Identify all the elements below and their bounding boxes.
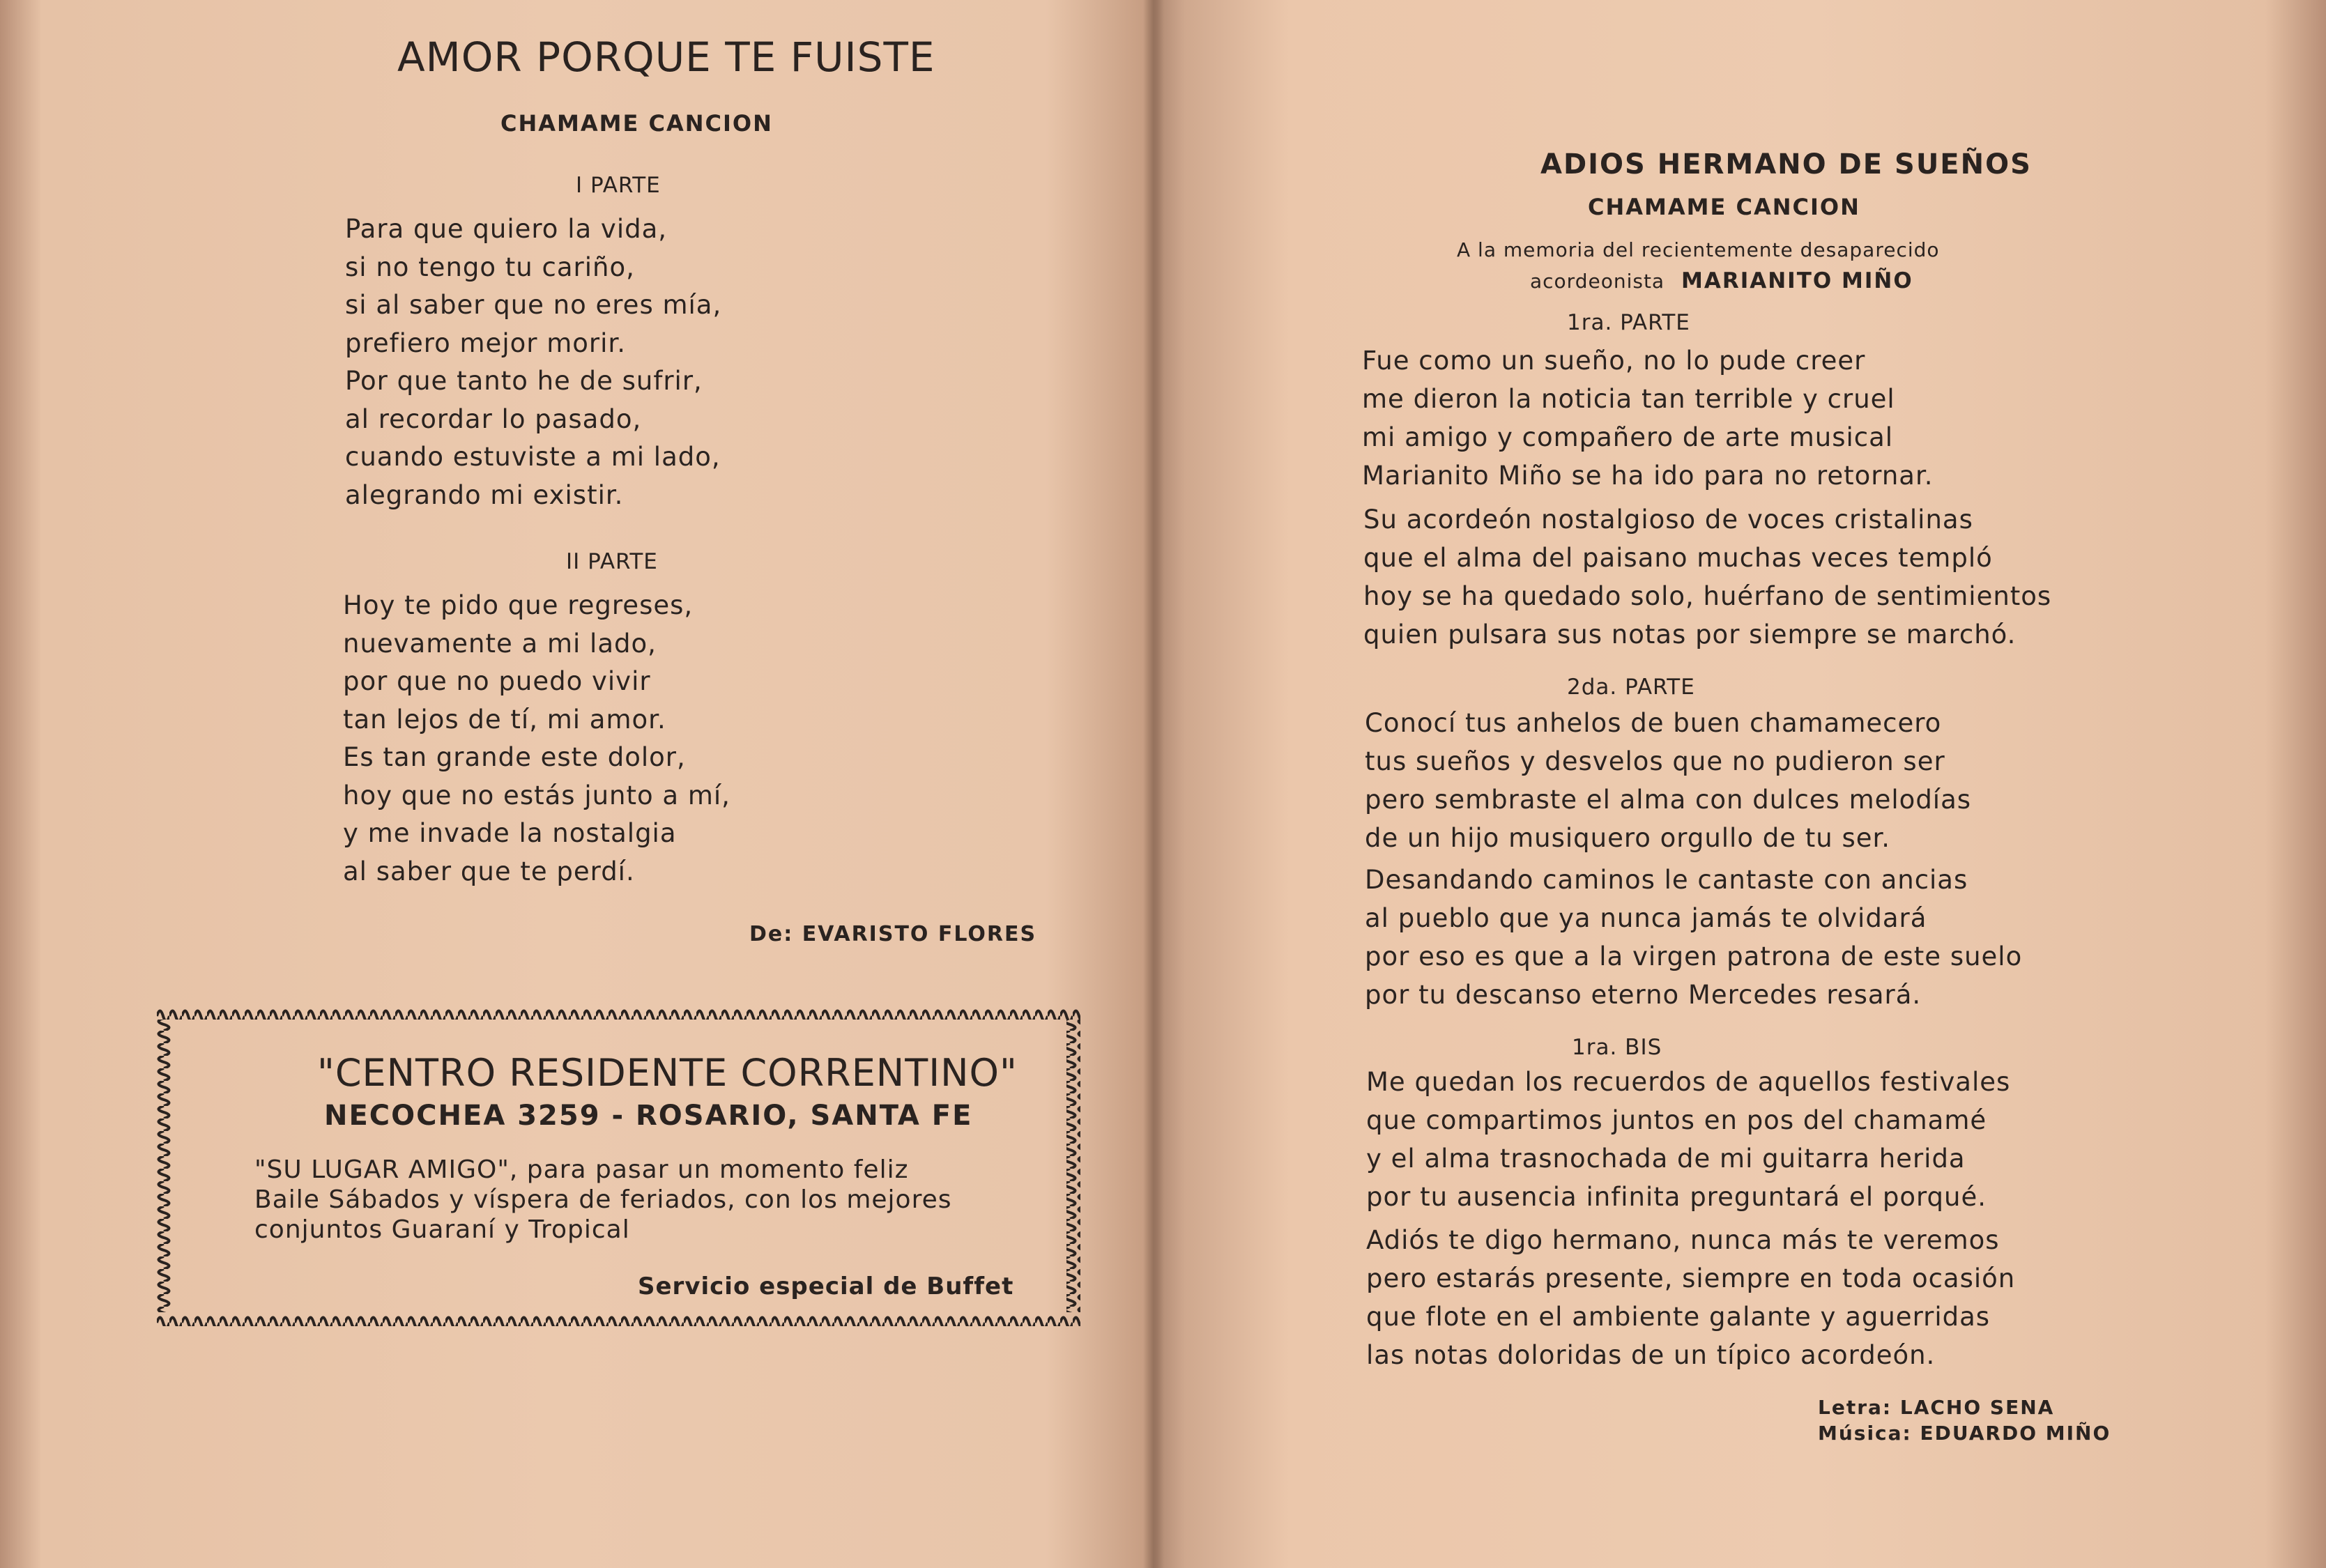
verse-line: Adiós te digo hermano, nunca más te veremos — [1366, 1225, 2000, 1255]
verse-line: nuevamente a mi lado, — [343, 628, 657, 659]
verse-line: de un hijo musiquero orgullo de tu ser. — [1365, 823, 1891, 853]
verse-line: que el alma del paisano muchas veces templó — [1363, 543, 1993, 573]
music-credit: Música: EDUARDO MIÑO — [1818, 1422, 2111, 1445]
verse-line: por eso es que a la virgen patrona de este suelo — [1365, 941, 2023, 971]
song-title: ADIOS HERMANO DE SUEÑOS — [1540, 148, 2032, 180]
verse-line: si al saber que no eres mía, — [345, 290, 722, 320]
verse-line: me dieron la noticia tan terrible y cruel — [1362, 384, 1895, 414]
song-credit: De: EVARISTO FLORES — [749, 922, 1037, 946]
ad-line: Baile Sábados y víspera de feriados, con los mejores — [254, 1185, 952, 1214]
lyrics-credit: Letra: LACHO SENA — [1818, 1396, 2055, 1419]
verse-line: Para que quiero la vida, — [345, 214, 668, 244]
verse-line: que compartimos juntos en pos del chamamé — [1366, 1105, 1987, 1135]
part-label: I PARTE — [576, 173, 661, 198]
song-genre: CHAMAME CANCION — [500, 110, 773, 137]
verse-line: las notas doloridas de un típico acordeón. — [1366, 1340, 1936, 1370]
verse-line: al saber que te perdí. — [343, 856, 635, 886]
dedication: A la memoria del recientemente desaparecido — [1457, 238, 1940, 261]
verse-line: si no tengo tu cariño, — [345, 252, 635, 282]
song-genre: CHAMAME CANCION — [1588, 194, 1860, 220]
ad-line: conjuntos Guaraní y Tropical — [254, 1215, 630, 1244]
verse-line: tan lejos de tí, mi amor. — [343, 704, 666, 735]
verse-line: Desandando caminos le cantaste con ancias — [1365, 865, 1968, 895]
part-label: 1ra. BIS — [1572, 1035, 1662, 1060]
dedication-prefix: acordeonista — [1530, 270, 1665, 293]
verse-line: Por que tanto he de sufrir, — [345, 366, 703, 396]
dedication-line — [1530, 268, 1913, 293]
verse-line: y me invade la nostalgia — [343, 818, 677, 848]
part-label: 2da. PARTE — [1567, 675, 1695, 700]
verse-line: Su acordeón nostalgioso de voces cristalinas — [1363, 505, 1973, 535]
left-page — [0, 0, 1150, 1568]
dedication-name: MARIANITO MIÑO — [1681, 268, 1913, 293]
verse-line: Fue como un sueño, no lo pude creer — [1362, 346, 1866, 376]
ad-footer: Servicio especial de Buffet — [638, 1273, 1014, 1300]
verse-line: hoy que no estás junto a mí, — [343, 780, 730, 810]
verse-line: y el alma trasnochada de mi guitarra herida — [1366, 1144, 1966, 1174]
verse-line: tus sueños y desvelos que no pudieron ser — [1365, 746, 1945, 776]
verse-line: al recordar lo pasado, — [345, 403, 642, 434]
right-page — [1164, 0, 2326, 1568]
ad-address: NECOCHEA 3259 - ROSARIO, SANTA FE — [324, 1100, 973, 1132]
ad-title: "CENTRO RESIDENTE CORRENTINO" — [317, 1051, 1018, 1095]
verse-block — [1366, 1221, 2015, 1374]
verse-block — [1365, 704, 1971, 857]
verse-line: pero estarás presente, siempre en toda ocasión — [1366, 1263, 2016, 1293]
verse-line: por tu ausencia infinita preguntará el porqué. — [1366, 1182, 1987, 1212]
verse-line: por que no puedo vivir — [343, 666, 651, 696]
verse-line: Me quedan los recuerdos de aquellos festivales — [1366, 1067, 2011, 1097]
verse-block — [1362, 341, 1934, 495]
verse-line: pero sembraste el alma con dulces melodías — [1365, 785, 1972, 815]
verse-block — [343, 587, 730, 891]
verse-line: Hoy te pido que regreses, — [343, 590, 694, 620]
verse-line: por tu descanso eterno Mercedes resará. — [1365, 980, 1922, 1010]
verse-line: que flote en el ambiente galante y aguerridas — [1366, 1302, 1991, 1332]
part-label: II PARTE — [566, 549, 658, 574]
verse-line: al pueblo que ya nunca jamás te olvidará — [1365, 903, 1927, 933]
verse-line: Conocí tus anhelos de buen chamamecero — [1365, 708, 1942, 738]
verse-block — [1363, 500, 2051, 654]
verse-block — [1365, 861, 2022, 1014]
ad-line: "SU LUGAR AMIGO", para pasar un momento feliz — [254, 1155, 909, 1184]
song-title: AMOR PORQUE TE FUISTE — [397, 33, 935, 81]
verse-line: prefiero mejor morir. — [345, 328, 626, 358]
verse-block — [1366, 1063, 2010, 1216]
verse-line: hoy se ha quedado solo, huérfano de sentimientos — [1363, 581, 2052, 611]
verse-line: mi amigo y compañero de arte musical — [1362, 422, 1894, 452]
verse-line: Es tan grande este dolor, — [343, 742, 686, 772]
verse-line: alegrando mi existir. — [345, 479, 624, 510]
verse-line: cuando estuviste a mi lado, — [345, 442, 721, 472]
part-label: 1ra. PARTE — [1567, 310, 1690, 335]
verse-line: Marianito Miño se ha ido para no retornar. — [1362, 461, 1934, 491]
verse-block — [345, 210, 721, 514]
verse-line: quien pulsara sus notas por siempre se marchó. — [1363, 620, 2017, 650]
advertisement-box — [157, 1006, 1080, 1326]
